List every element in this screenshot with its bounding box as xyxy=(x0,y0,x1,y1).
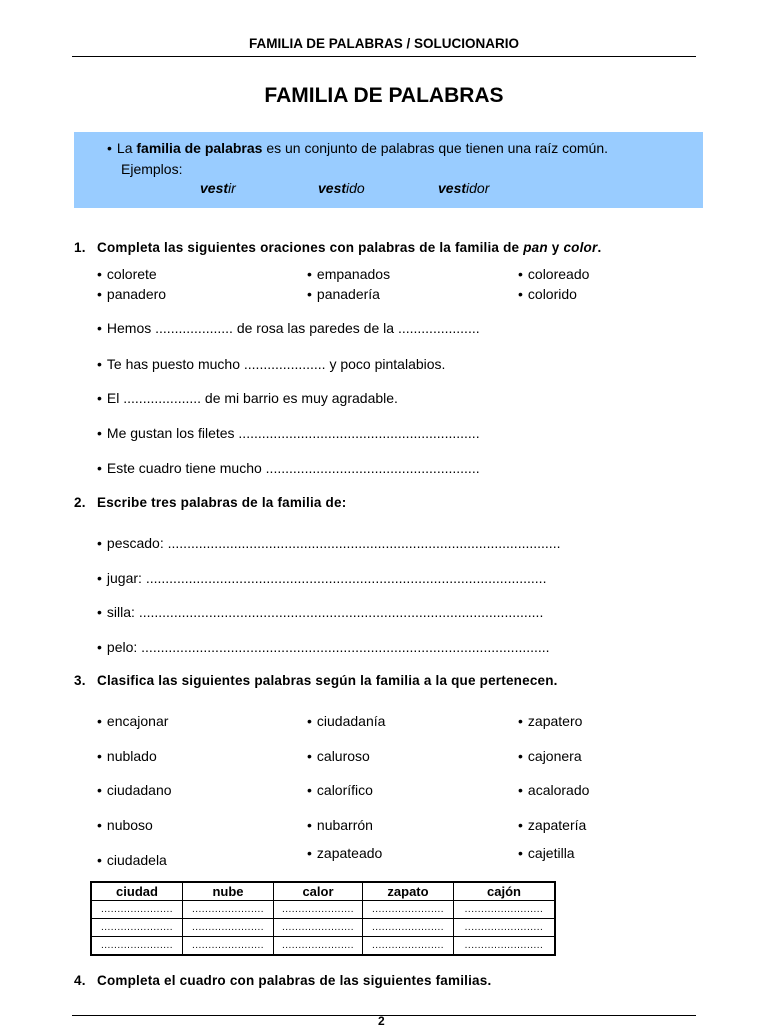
word-item: • calorífico xyxy=(307,782,373,798)
example-word: vestidor xyxy=(438,180,490,196)
table-row xyxy=(91,919,555,937)
bullet-icon: • xyxy=(107,140,112,156)
answer-blank[interactable]: ....................................................................................................... xyxy=(145,570,547,586)
table-cell[interactable]: ........................ xyxy=(454,937,556,956)
column-header: calor xyxy=(274,882,363,901)
table-cell[interactable]: ...................... xyxy=(274,937,363,956)
family-item: • pelo: ......................................................................................................... xyxy=(97,639,550,655)
header-rule xyxy=(72,56,696,57)
question-number: 1. xyxy=(74,240,86,255)
table-cell[interactable]: ...................... xyxy=(91,937,183,956)
word-item: • nuboso xyxy=(97,817,153,833)
table-cell[interactable]: ...................... xyxy=(91,919,183,937)
table-cell[interactable]: ...................... xyxy=(363,937,454,956)
column-header: cajón xyxy=(454,882,556,901)
word-item: • colorete xyxy=(97,266,157,282)
family-item: • pescado: ..................................................................................................... xyxy=(97,535,561,551)
table-cell[interactable]: ...................... xyxy=(274,901,363,919)
question-3-heading: 3. Clasifica las siguientes palabras según la familia a la que pertenecen. xyxy=(74,673,558,688)
page-header: FAMILIA DE PALABRAS / SOLUCIONARIO xyxy=(249,36,519,51)
sentence-item: • Hemos .................... de rosa las paredes de la ..................... xyxy=(97,320,480,336)
word-item: • ciudadano xyxy=(97,782,172,798)
page-title: FAMILIA DE PALABRAS xyxy=(264,84,504,107)
answer-blank[interactable]: .............................................................. xyxy=(238,425,480,441)
table-cell[interactable]: ...................... xyxy=(363,901,454,919)
word-item: • cajonera xyxy=(518,748,582,764)
table-header-row xyxy=(91,882,555,901)
family-item: • jugar: ....................................................................................................... xyxy=(97,570,547,586)
answer-blank[interactable]: ..................... xyxy=(243,356,326,372)
word-item: • coloreado xyxy=(518,266,590,282)
answer-blank[interactable]: ..................... xyxy=(397,320,480,336)
examples-label: Ejemplos: xyxy=(121,161,183,177)
example-word: vestir xyxy=(200,180,236,196)
column-header: ciudad xyxy=(91,882,183,901)
family-item: • silla: ........................................................................................................ xyxy=(97,604,544,620)
answer-blank[interactable]: .................... xyxy=(123,390,202,406)
question-2-heading: 2. Escribe tres palabras de la familia de: xyxy=(74,495,347,510)
table-cell[interactable]: ...................... xyxy=(363,919,454,937)
table-cell[interactable]: ........................ xyxy=(454,919,556,937)
word-item: • nubarrón xyxy=(307,817,373,833)
table-row xyxy=(91,937,555,956)
definition-suffix: es un conjunto de palabras que tienen una raíz común. xyxy=(262,140,609,156)
word-item: • panadero xyxy=(97,286,167,302)
page-number: 2 xyxy=(378,1014,385,1028)
question-4-heading: 4. Completa el cuadro con palabras de las siguientes familias. xyxy=(74,973,492,988)
table-cell[interactable]: ...................... xyxy=(274,919,363,937)
table-row xyxy=(91,901,555,919)
word-item: • zapatería xyxy=(518,817,587,833)
table-cell[interactable]: ...................... xyxy=(183,937,274,956)
column-header: nube xyxy=(183,882,274,901)
table-cell[interactable]: ...................... xyxy=(183,919,274,937)
word-item: • zapateado xyxy=(307,845,383,861)
word-item: • nublado xyxy=(97,748,157,764)
word-item: • encajonar xyxy=(97,713,169,729)
sentence-item: • Me gustan los filetes .............................................................. xyxy=(97,425,480,441)
word-item: • cajetilla xyxy=(518,845,575,861)
column-header: zapato xyxy=(363,882,454,901)
answer-blank[interactable]: ......................................................................................................... xyxy=(141,639,550,655)
answer-blank[interactable]: ....................................................... xyxy=(265,460,480,476)
sentence-item: • El .................... de mi barrio es muy agradable. xyxy=(97,390,398,406)
answer-blank[interactable]: ........................................................................................................ xyxy=(138,604,544,620)
question-1-heading: 1. Completa las siguientes oraciones con palabras de la familia de pan y color. xyxy=(74,240,602,255)
sentence-item: • Te has puesto mucho ..................... y poco pintalabios. xyxy=(97,356,446,372)
definition-text xyxy=(107,140,608,156)
example-word: vestido xyxy=(318,180,365,196)
word-item: • ciudadela xyxy=(97,852,167,868)
word-item: • ciudadanía xyxy=(307,713,386,729)
word-item: • panadería xyxy=(307,286,380,302)
word-item: • caluroso xyxy=(307,748,370,764)
word-item: • empanados xyxy=(307,266,391,282)
answer-blank[interactable]: ..................................................................................................... xyxy=(167,535,561,551)
definition-prefix: La xyxy=(116,140,137,156)
table-cell[interactable]: ...................... xyxy=(91,901,183,919)
table-cell[interactable]: ........................ xyxy=(454,901,556,919)
table-cell[interactable]: ...................... xyxy=(183,901,274,919)
word-item: • zapatero xyxy=(518,713,583,729)
word-item: • acalorado xyxy=(518,782,590,798)
answer-blank[interactable]: .................... xyxy=(155,320,233,336)
word-item: • colorido xyxy=(518,286,577,302)
sentence-item: • Este cuadro tiene mucho ....................................................... xyxy=(97,460,480,476)
classification-table xyxy=(90,881,556,956)
definition-term: familia de palabras xyxy=(136,140,263,156)
